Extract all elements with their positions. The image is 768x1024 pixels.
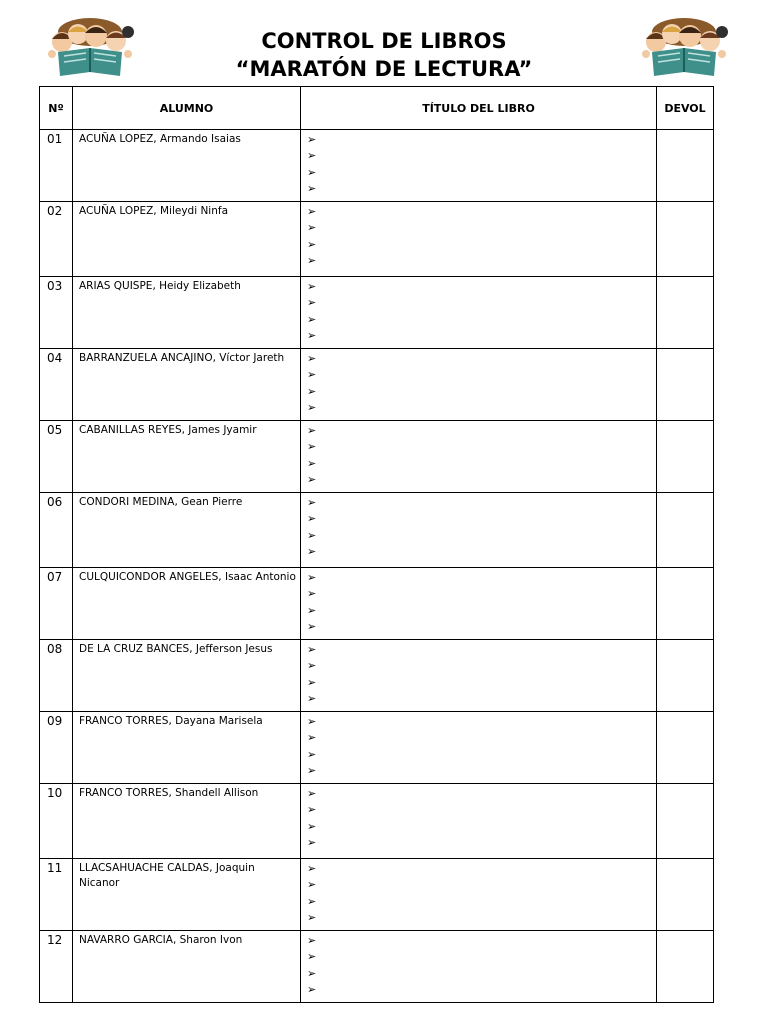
student-name: BARRANZUELA ANCAJINO, Víctor Jareth	[73, 349, 301, 421]
arrow-bullet-icon: ➢	[307, 328, 317, 342]
arrow-bullet-icon: ➢	[307, 675, 317, 689]
return-cell	[657, 784, 714, 859]
arrow-bullet-icon: ➢	[307, 715, 317, 728]
page-header	[0, 0, 768, 86]
table-row	[40, 421, 714, 493]
arrow-bullet-icon: ➢	[307, 878, 317, 892]
children-reading-book-icon	[632, 12, 736, 78]
arrow-bullet-icon: ➢	[307, 544, 317, 558]
book-title-cell	[301, 421, 657, 493]
arrow-bullet-icon: ➢	[307, 528, 317, 542]
arrow-bullet-icon: ➢	[307, 643, 317, 656]
student-name: CABANILLAS REYES, James Jyamir	[73, 421, 301, 493]
row-number: 11	[40, 859, 73, 931]
arrow-bullet-icon: ➢	[307, 424, 317, 437]
column-header-number: Nº	[40, 87, 73, 130]
arrow-bullet-icon: ➢	[307, 205, 317, 218]
row-number: 04	[40, 349, 73, 421]
table-row	[40, 493, 714, 568]
row-number: 02	[40, 202, 73, 277]
table-row	[40, 931, 714, 1003]
book-control-table	[39, 86, 714, 1003]
return-cell	[657, 277, 714, 349]
book-title-cell	[301, 349, 657, 421]
student-name: LLACSAHUACHE CALDAS, Joaquin Nicanor	[73, 859, 301, 931]
student-name: ARIAS QUISPE, Heidy Elizabeth	[73, 277, 301, 349]
arrow-bullet-icon: ➢	[307, 384, 317, 398]
arrow-bullet-icon: ➢	[307, 456, 317, 470]
student-name: FRANCO TORRES, Dayana Marisela	[73, 712, 301, 784]
return-cell	[657, 931, 714, 1003]
book-title-cell	[301, 202, 657, 277]
book-title-cell	[301, 277, 657, 349]
return-cell	[657, 202, 714, 277]
arrow-bullet-icon: ➢	[307, 803, 317, 817]
student-name: ACUÑA LOPEZ, Mileydi Ninfa	[73, 202, 301, 277]
student-name: NAVARRO GARCIA, Sharon Ivon	[73, 931, 301, 1003]
return-cell	[657, 859, 714, 931]
arrow-bullet-icon: ➢	[307, 496, 317, 509]
arrow-bullet-icon: ➢	[307, 571, 317, 584]
arrow-bullet-icon: ➢	[307, 253, 317, 267]
book-title-cell	[301, 712, 657, 784]
arrow-bullet-icon: ➢	[307, 440, 317, 454]
arrow-bullet-icon: ➢	[307, 603, 317, 617]
arrow-bullet-icon: ➢	[307, 312, 317, 326]
arrow-bullet-icon: ➢	[307, 181, 317, 195]
arrow-bullet-icon: ➢	[307, 787, 317, 800]
student-name: DE LA CRUZ BANCES, Jefferson Jesus	[73, 640, 301, 712]
return-cell	[657, 493, 714, 568]
row-number: 01	[40, 130, 73, 202]
arrow-bullet-icon: ➢	[307, 934, 317, 947]
arrow-bullet-icon: ➢	[307, 280, 317, 293]
table-row	[40, 130, 714, 202]
row-number: 07	[40, 568, 73, 640]
table-row	[40, 349, 714, 421]
book-title-cell	[301, 568, 657, 640]
book-title-cell	[301, 859, 657, 931]
page-subtitle: “MARATÓN DE LECTURA”	[235, 57, 533, 81]
student-name: FRANCO TORRES, Shandell Allison	[73, 784, 301, 859]
arrow-bullet-icon: ➢	[307, 819, 317, 833]
arrow-bullet-icon: ➢	[307, 352, 317, 365]
return-cell	[657, 712, 714, 784]
return-cell	[657, 640, 714, 712]
row-number: 10	[40, 784, 73, 859]
row-number: 08	[40, 640, 73, 712]
arrow-bullet-icon: ➢	[307, 619, 317, 633]
return-cell	[657, 421, 714, 493]
row-number: 09	[40, 712, 73, 784]
book-title-cell	[301, 931, 657, 1003]
arrow-bullet-icon: ➢	[307, 747, 317, 761]
row-number: 12	[40, 931, 73, 1003]
arrow-bullet-icon: ➢	[307, 400, 317, 414]
arrow-bullet-icon: ➢	[307, 368, 317, 382]
arrow-bullet-icon: ➢	[307, 763, 317, 777]
student-name: CULQUICONDOR ANGELES, Isaac Antonio	[73, 568, 301, 640]
table-row	[40, 859, 714, 931]
column-header-student: ALUMNO	[73, 87, 301, 130]
return-cell	[657, 568, 714, 640]
table-row	[40, 277, 714, 349]
arrow-bullet-icon: ➢	[307, 512, 317, 526]
row-number: 03	[40, 277, 73, 349]
arrow-bullet-icon: ➢	[307, 165, 317, 179]
book-title-cell	[301, 784, 657, 859]
table-row	[40, 640, 714, 712]
student-name: CONDORI MEDINA, Gean Pierre	[73, 493, 301, 568]
table-row	[40, 712, 714, 784]
book-title-cell	[301, 493, 657, 568]
arrow-bullet-icon: ➢	[307, 910, 317, 924]
arrow-bullet-icon: ➢	[307, 149, 317, 163]
arrow-bullet-icon: ➢	[307, 950, 317, 964]
book-title-cell	[301, 130, 657, 202]
table-header-row	[40, 87, 714, 130]
arrow-bullet-icon: ➢	[307, 221, 317, 235]
row-number: 06	[40, 493, 73, 568]
student-name: ACUÑA LOPEZ, Armando Isaias	[73, 130, 301, 202]
column-header-return: DEVOL	[657, 87, 714, 130]
book-title-cell	[301, 640, 657, 712]
arrow-bullet-icon: ➢	[307, 731, 317, 745]
arrow-bullet-icon: ➢	[307, 587, 317, 601]
arrow-bullet-icon: ➢	[307, 862, 317, 875]
table-row	[40, 202, 714, 277]
column-header-book-title: TÍTULO DEL LIBRO	[301, 87, 657, 130]
row-number: 05	[40, 421, 73, 493]
arrow-bullet-icon: ➢	[307, 659, 317, 673]
return-cell	[657, 349, 714, 421]
arrow-bullet-icon: ➢	[307, 133, 317, 146]
arrow-bullet-icon: ➢	[307, 982, 317, 996]
return-cell	[657, 130, 714, 202]
arrow-bullet-icon: ➢	[307, 835, 317, 849]
arrow-bullet-icon: ➢	[307, 966, 317, 980]
table-row	[40, 784, 714, 859]
arrow-bullet-icon: ➢	[307, 472, 317, 486]
arrow-bullet-icon: ➢	[307, 894, 317, 908]
arrow-bullet-icon: ➢	[307, 691, 317, 705]
arrow-bullet-icon: ➢	[307, 237, 317, 251]
page-title: CONTROL DE LIBROS	[261, 29, 507, 53]
arrow-bullet-icon: ➢	[307, 296, 317, 310]
table-row	[40, 568, 714, 640]
